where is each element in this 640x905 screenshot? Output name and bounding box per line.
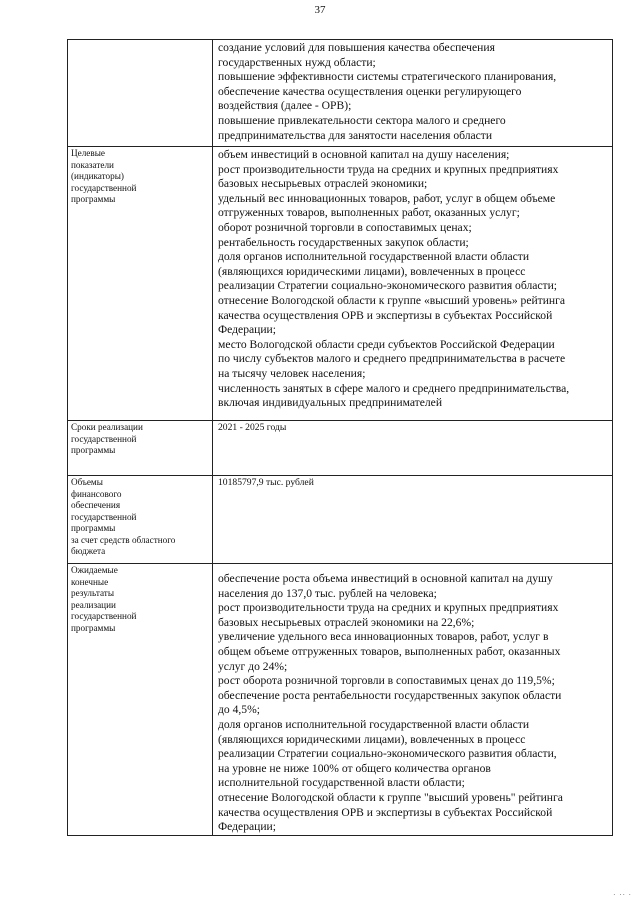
content-line: включая индивидуальных предпринимателей (218, 396, 443, 410)
content-line: обеспечение роста объема инвестиций в основной капитал на душу (218, 572, 553, 585)
content-line: оборот розничной торговли в сопоставимых ценах; (218, 220, 472, 234)
table-row (68, 147, 613, 421)
label-line: программы (71, 523, 116, 533)
scan-mark: · ·· · (613, 891, 632, 899)
content-line: отнесение Вологодской области к группе "высший уровень" рейтинга (218, 790, 563, 804)
label-line: программы (71, 622, 116, 633)
content-line: место Вологодской области среди субъектов Российской Федерации (218, 337, 555, 351)
content-line: объем инвестиций в основной капитал на душу населения; (218, 148, 510, 161)
label-line: показатели (71, 159, 114, 170)
content-line: по числу субъектов малого и среднего предпринимательства в расчете (218, 352, 566, 366)
label-line: Целевые (71, 148, 105, 158)
row-content-cell (213, 40, 613, 147)
content-line: повышение привлекательности сектора малого и среднего (218, 113, 506, 127)
content-line: качества осуществления ОРВ и экспертизы в субъектах Российской (218, 805, 553, 819)
row-content-cell (213, 476, 613, 564)
content-line: предпринимательства для занятости населения области (218, 128, 493, 142)
label-line: государственной (71, 611, 137, 621)
label-line: обеспечения (71, 500, 121, 510)
label-line: Объемы (71, 477, 103, 487)
row-content-cell (213, 421, 613, 476)
content-line: реализации Стратегии социально-экономического развития области, (218, 747, 557, 761)
row-label-cell (68, 564, 213, 836)
content-line: повышение эффективности системы стратегического планирования, (218, 70, 557, 84)
label-line: финансового (71, 488, 122, 499)
label-line: бюджета (71, 546, 106, 556)
content-line: рост производительности труда на средних и крупных предприятиях (218, 601, 559, 615)
content-line: создание условий для повышения качества обеспечения (218, 41, 495, 54)
label-line: государственной (71, 182, 137, 193)
content-line: услуг до 24%; (218, 659, 288, 673)
content-line: увеличение удельного веса инновационных товаров, работ, услуг в (218, 630, 549, 644)
label-line: программы (71, 194, 116, 204)
label-line: реализации (71, 599, 116, 610)
content-line: численность занятых в сфере малого и среднего предпринимательства, (218, 381, 570, 395)
label-line: программы (71, 445, 116, 455)
content-line: качества осуществления ОРВ и экспертизы в субъектах Российской (218, 308, 553, 322)
content-line: на тысячу человек населения; (218, 366, 366, 380)
content-line: отнесение Вологодской области к группе «высший уровень» рейтинга (218, 293, 566, 307)
row-content-cell (213, 147, 613, 421)
row-label-cell (68, 421, 213, 476)
content-line: рост производительности труда на средних и крупных предприятиях (218, 162, 559, 176)
content-line: обеспечение качества осуществления оценки регулирующего (218, 84, 522, 98)
label-line: (индикаторы) (71, 171, 124, 181)
content-line: населения до 137,0 тыс. рублей на человека; (218, 586, 437, 600)
content-line: (являющихся юридическими лицами), вовлеченных в процесс (218, 732, 526, 746)
row-content-cell (213, 564, 613, 836)
content-line: воздействия (далее - ОРВ); (218, 99, 352, 113)
table-row (68, 564, 613, 836)
content-line: рост оборота розничной торговли в сопоставимых ценах до 119,5%; (218, 674, 555, 688)
content-line: Федерации; (218, 820, 276, 834)
content-line: до 4,5%; (218, 703, 260, 717)
page-number: 37 (314, 4, 326, 16)
content-line: исполнительной государственной власти области; (218, 776, 465, 790)
program-passport-table (67, 39, 613, 836)
label-line: государственной (71, 511, 137, 522)
content-line: удельный вес инновационных товаров, работ, услуг в общем объеме (218, 191, 556, 205)
label-line: Сроки реализации (71, 422, 143, 432)
label-line: за счет средств областного (71, 534, 176, 545)
content-line: (являющихся юридическими лицами), вовлеченных в процесс (218, 264, 526, 278)
row-label-cell (68, 147, 213, 421)
content-line: реализации Стратегии социально-экономического развития области; (218, 279, 558, 293)
content-line: доля органов исполнительной государственной власти области (218, 250, 530, 264)
label-line: конечные (71, 576, 109, 587)
label-line: государственной (71, 433, 137, 444)
content-line: базовых несырьевых отраслей экономики; (218, 177, 428, 191)
label-line: Ожидаемые (71, 565, 118, 575)
content-line: общем объеме отгруженных товаров, выполненных работ, оказанных (218, 644, 561, 658)
row-label-cell (68, 40, 213, 147)
table-row (68, 476, 613, 564)
program-period: 2021 - 2025 годы (218, 422, 287, 433)
content-line: рентабельность государственных закупок области; (218, 235, 469, 249)
table-row (68, 40, 613, 147)
label-line: результаты (71, 588, 114, 598)
row-label-cell (68, 476, 213, 564)
content-line: государственных нужд области; (218, 55, 376, 69)
funding-amount: 10185797,9 тыс. рублей (218, 477, 314, 488)
content-line: обеспечение роста рентабельности государственных закупок области (218, 688, 562, 702)
content-line: доля органов исполнительной государственной власти области (218, 717, 530, 731)
content-line: базовых несырьевых отраслей экономики на 22,6%; (218, 615, 475, 629)
content-line: отгруженных товаров, выполненных работ, оказанных услуг; (218, 206, 520, 220)
table-row (68, 421, 613, 476)
content-line: на уровне не ниже 100% от общего количества органов (218, 761, 491, 775)
content-line: Федерации; (218, 323, 276, 337)
